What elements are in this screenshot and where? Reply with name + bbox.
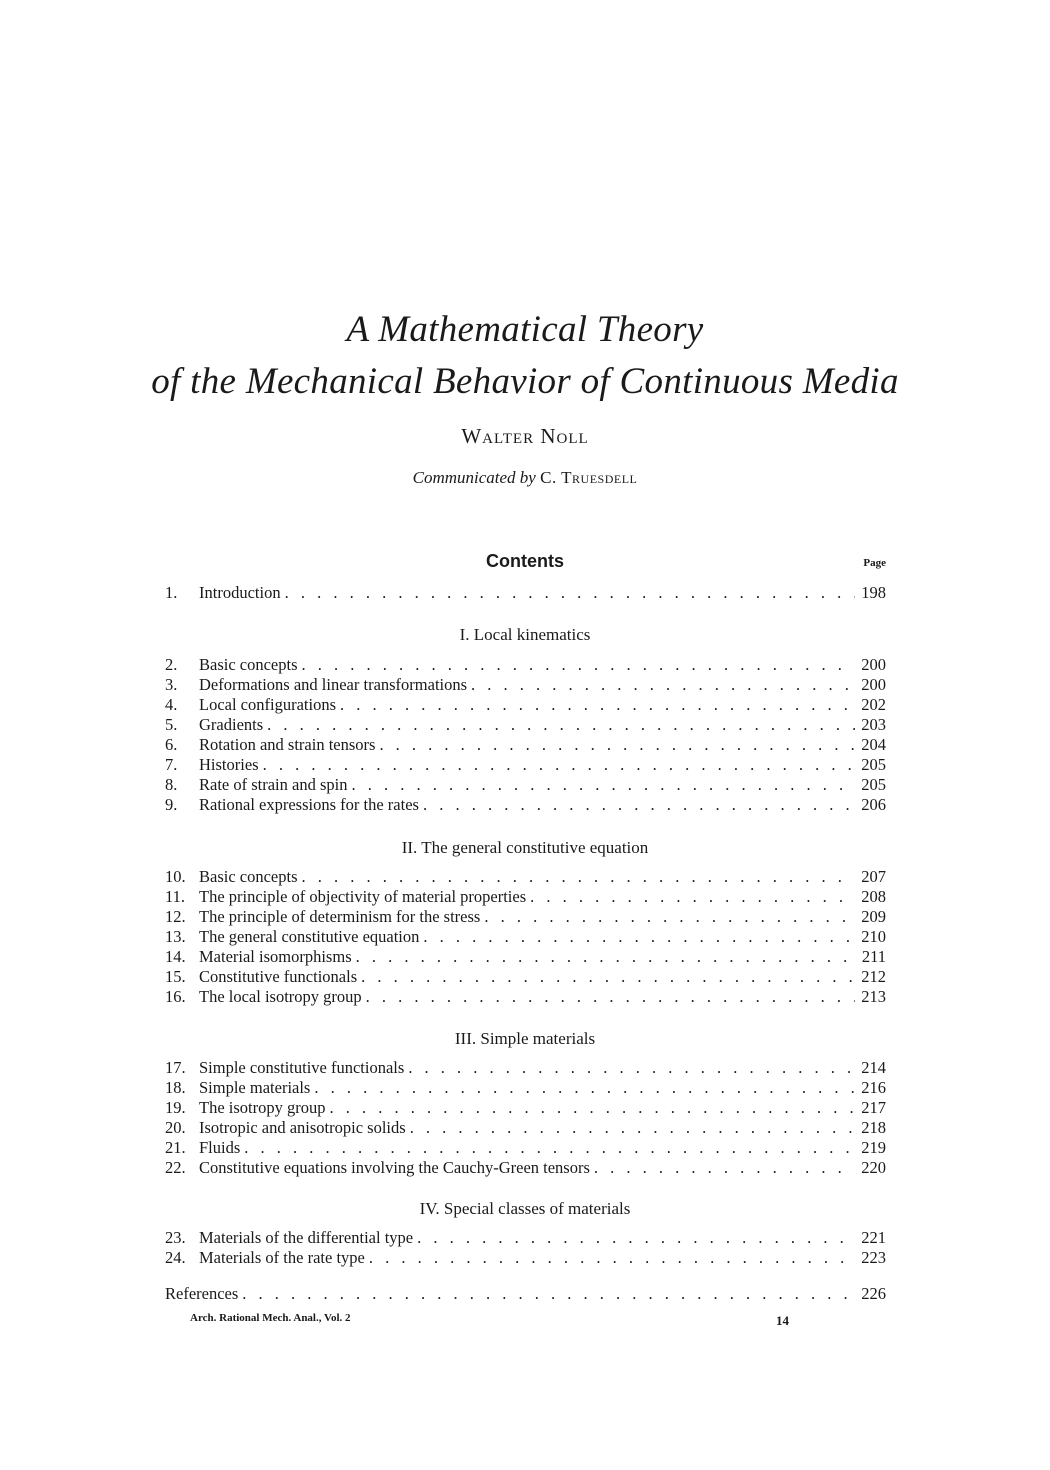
toc-entry-page: 208 <box>861 887 886 906</box>
toc-entry <box>165 1158 886 1178</box>
toc-entry-title: Introduction <box>199 583 281 602</box>
toc-section-4 <box>165 1228 886 1268</box>
toc-entry-page: 204 <box>861 735 886 754</box>
toc-leader-dots <box>302 655 855 675</box>
toc-leader-dots <box>302 867 855 887</box>
toc-entry-number: 10. <box>165 867 186 886</box>
toc-entry-number: 3. <box>165 675 178 694</box>
toc-entry-page: 213 <box>861 987 886 1006</box>
toc-leader-dots <box>530 887 855 907</box>
toc-entry-title: Constitutive functionals <box>199 967 358 986</box>
toc-leader-dots <box>379 735 855 755</box>
toc-entry <box>165 867 886 887</box>
toc-entry-page: 212 <box>861 967 886 986</box>
toc-section-1 <box>165 655 886 815</box>
toc-entry-title: Gradients <box>199 715 264 734</box>
toc-entry <box>165 987 886 1007</box>
section-heading-4: IV. Special classes of materials <box>419 1199 631 1218</box>
toc-entry <box>165 1138 886 1158</box>
toc-entry <box>165 795 886 815</box>
toc-entry <box>165 755 886 775</box>
toc-entry-page: 205 <box>861 775 886 794</box>
toc-entry <box>165 675 886 695</box>
toc-leader-dots <box>369 1248 855 1268</box>
toc-leader-dots <box>356 947 855 967</box>
toc-entry <box>165 967 886 987</box>
toc-entry-title: Rational expressions for the rates <box>199 795 419 814</box>
toc-entry-number: 4. <box>165 695 178 714</box>
toc-entry-number: 2. <box>165 655 178 674</box>
toc-entry-number: 8. <box>165 775 178 794</box>
toc-entry-number: 19. <box>165 1098 186 1117</box>
toc-entry <box>165 1078 886 1098</box>
toc-entry-number: 23. <box>165 1228 186 1247</box>
toc-leader-dots <box>314 1078 855 1098</box>
toc-entry <box>165 775 886 795</box>
toc-entry-title: Materials of the differential type <box>199 1228 414 1247</box>
toc-entry-title: The principle of determinism for the stress <box>199 907 481 926</box>
toc-entry-number: 16. <box>165 987 186 1006</box>
author-name: Walter Noll <box>461 424 589 448</box>
toc-entry-number: 14. <box>165 947 186 966</box>
communicated-prefix: Communicated by <box>412 468 536 487</box>
toc-entry-page: 216 <box>861 1078 886 1097</box>
toc-entry-number: 5. <box>165 715 178 734</box>
toc-entry-number: 1. <box>165 583 178 602</box>
toc-entry-page: 207 <box>861 867 886 886</box>
toc-leader-dots <box>594 1158 855 1178</box>
section-heading-1: I. Local kinematics <box>459 625 591 644</box>
toc-entry-page: 220 <box>861 1158 886 1177</box>
toc-entry-title: References <box>165 1284 239 1303</box>
toc-entry-page: 214 <box>861 1058 886 1077</box>
toc-leader-dots <box>417 1228 855 1248</box>
toc-entry-title: Fluids <box>199 1138 241 1157</box>
title-line-1: A Mathematical Theory <box>346 309 704 350</box>
toc-entry-page: 200 <box>861 655 886 674</box>
toc-leader-dots <box>242 1284 855 1304</box>
toc-entry <box>165 583 886 603</box>
toc-entry-title: The principle of objectivity of material properties <box>199 887 527 906</box>
toc-entry-title: The general constitutive equation <box>199 927 420 946</box>
toc-entry-page: 198 <box>861 583 886 602</box>
title-line-2: of the Mechanical Behavior of Continuous Media <box>151 361 899 402</box>
toc-entry <box>165 1284 886 1304</box>
toc-entry-title: Material isomorphisms <box>199 947 352 966</box>
toc-entry-page: 211 <box>861 947 886 966</box>
toc-entry <box>165 1058 886 1078</box>
toc-entry-page: 223 <box>861 1248 886 1267</box>
communicator-name: C. Truesdell <box>540 468 638 487</box>
toc-entry-title: Materials of the rate type <box>199 1248 365 1267</box>
toc-entry-title: Deformations and linear transformations <box>199 675 468 694</box>
toc-entry <box>165 1098 886 1118</box>
toc-entry-title: The local isotropy group <box>199 987 362 1006</box>
toc-entry-number: 15. <box>165 967 186 986</box>
toc-leader-dots <box>366 987 855 1007</box>
toc-leader-dots <box>263 755 855 775</box>
toc-entry-page: 200 <box>861 675 886 694</box>
toc-entry <box>165 1248 886 1268</box>
toc-entry-page: 202 <box>861 695 886 714</box>
toc-entry-page: 226 <box>861 1284 886 1303</box>
toc-references <box>165 1284 886 1304</box>
toc-entry-page: 218 <box>861 1118 886 1137</box>
toc-entry <box>165 1118 886 1138</box>
toc-leader-dots <box>423 795 855 815</box>
toc-leader-dots <box>361 967 855 987</box>
toc-entry-number: 24. <box>165 1248 186 1267</box>
toc-entry-title: Simple constitutive functionals <box>199 1058 405 1077</box>
toc-entry-page: 205 <box>861 755 886 774</box>
toc-leader-dots <box>244 1138 855 1158</box>
journal-citation: Arch. Rational Mech. Anal., Vol. 2 <box>190 1312 351 1324</box>
toc-entry-title: Histories <box>199 755 259 774</box>
toc-entry <box>165 695 886 715</box>
toc-intro <box>165 583 886 603</box>
toc-entry-number: 12. <box>165 907 186 926</box>
signature-number: 14 <box>776 1313 789 1328</box>
toc-entry <box>165 715 886 735</box>
toc-section-3 <box>165 1058 886 1178</box>
toc-entry-page: 221 <box>861 1228 886 1247</box>
toc-entry-title: Basic concepts <box>199 655 298 674</box>
toc-leader-dots <box>408 1058 855 1078</box>
toc-entry-number: 13. <box>165 927 186 946</box>
toc-entry-title: Local configurations <box>199 695 336 714</box>
toc-entry-page: 203 <box>861 715 886 734</box>
toc-entry-page: 217 <box>861 1098 886 1117</box>
toc-entry-page: 219 <box>861 1138 886 1157</box>
toc-entry-page: 206 <box>861 795 886 814</box>
section-heading-2: II. The general constitutive equation <box>401 838 649 857</box>
toc-leader-dots <box>329 1098 855 1118</box>
communicated-by <box>0 468 1050 488</box>
toc-entry-title: Constitutive equations involving the Cauchy-Green tensors <box>199 1158 590 1177</box>
section-heading-3: III. Simple materials <box>454 1029 596 1048</box>
toc-entry <box>165 735 886 755</box>
toc-leader-dots <box>410 1118 855 1138</box>
toc-entry <box>165 655 886 675</box>
contents-heading: Contents <box>486 551 564 571</box>
toc-entry-number: 21. <box>165 1138 186 1157</box>
toc-leader-dots <box>423 927 855 947</box>
toc-entry-number: 11. <box>165 887 186 906</box>
toc-entry <box>165 907 886 927</box>
toc-entry-title: Isotropic and anisotropic solids <box>199 1118 406 1137</box>
toc-entry-title: Basic concepts <box>199 867 298 886</box>
toc-entry <box>165 887 886 907</box>
toc-section-2 <box>165 867 886 1007</box>
toc-leader-dots <box>340 695 855 715</box>
toc-leader-dots <box>267 715 855 735</box>
toc-entry-number: 9. <box>165 795 178 814</box>
toc-entry-number: 6. <box>165 735 178 754</box>
toc-entry-page: 209 <box>861 907 886 926</box>
toc-entry-number: 22. <box>165 1158 186 1177</box>
toc-entry-title: Rate of strain and spin <box>199 775 348 794</box>
toc-entry-number: 18. <box>165 1078 186 1097</box>
toc-entry-title: Simple materials <box>199 1078 311 1097</box>
toc-entry-number: 7. <box>165 755 178 774</box>
page-column-label: Page <box>863 557 886 569</box>
toc-entry-number: 20. <box>165 1118 186 1137</box>
toc-entry-title: The isotropy group <box>199 1098 326 1117</box>
toc-entry <box>165 1228 886 1248</box>
toc-entry-page: 210 <box>861 927 886 946</box>
toc-leader-dots <box>471 675 855 695</box>
toc-leader-dots <box>484 907 855 927</box>
toc-entry <box>165 927 886 947</box>
toc-leader-dots <box>285 583 855 603</box>
toc-entry-number: 17. <box>165 1058 186 1077</box>
toc-leader-dots <box>351 775 855 795</box>
toc-entry <box>165 947 886 967</box>
toc-entry-title: Rotation and strain tensors <box>199 735 376 754</box>
